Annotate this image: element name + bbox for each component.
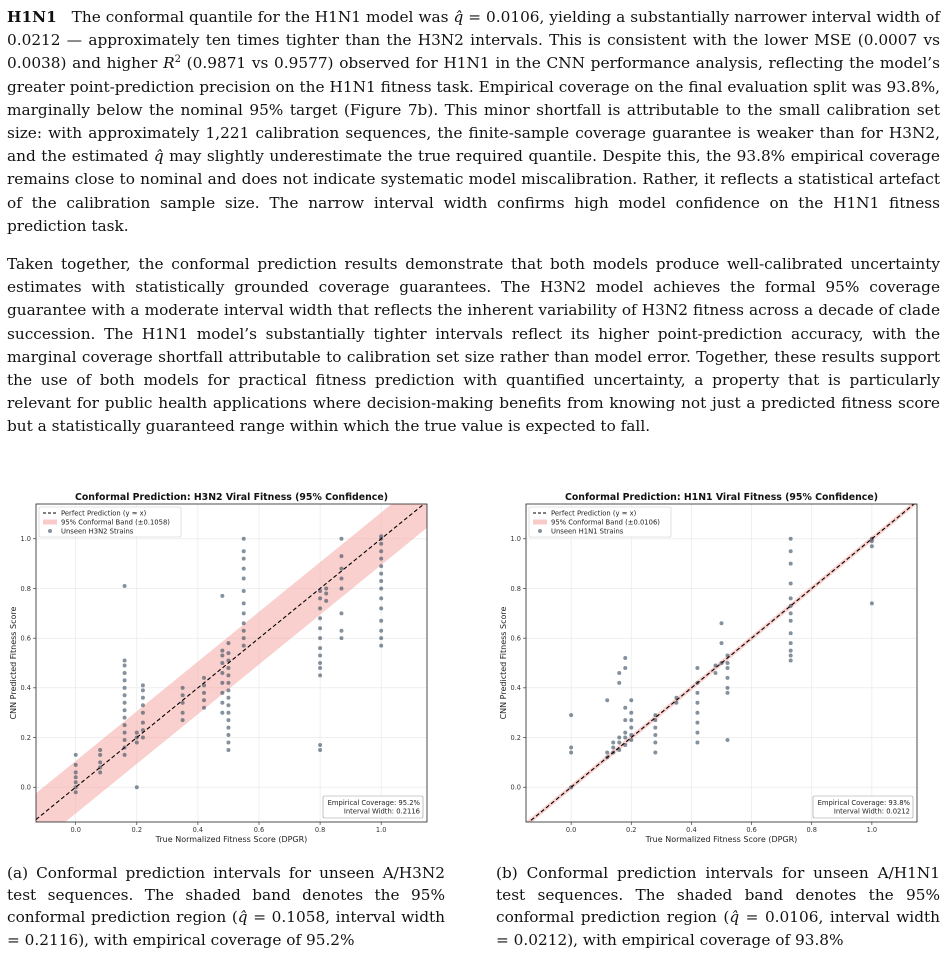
data-point <box>653 733 657 737</box>
data-point <box>123 663 127 667</box>
y-tick-label: 0.0 <box>20 783 31 792</box>
data-point <box>789 562 793 566</box>
qhat-symbol: q̂ <box>729 908 740 927</box>
paragraph-h1n1 <box>7 6 940 238</box>
data-point <box>726 661 730 665</box>
data-point <box>141 683 145 687</box>
x-tick-label: 0.4 <box>192 826 204 834</box>
data-point <box>98 770 102 774</box>
data-point <box>318 748 322 752</box>
data-point <box>123 659 127 663</box>
data-point <box>141 703 145 707</box>
x-tick-label: 1.0 <box>866 826 878 834</box>
stats-box <box>323 796 423 818</box>
interval-width: Interval Width: 0.0212 <box>833 807 910 816</box>
data-point <box>226 666 230 670</box>
r-squared-exponent: 2 <box>174 54 181 66</box>
data-point <box>339 629 343 633</box>
data-point <box>226 688 230 692</box>
data-point <box>242 644 246 648</box>
data-point <box>789 619 793 623</box>
y-tick-label: 1.0 <box>510 535 521 544</box>
y-tick-label: 0.4 <box>20 684 31 693</box>
data-point <box>123 738 127 742</box>
qhat-symbol: q̂ <box>453 8 464 26</box>
data-point <box>318 743 322 747</box>
data-point <box>789 549 793 553</box>
data-point <box>695 666 699 670</box>
y-tick-label: 0.2 <box>20 733 31 742</box>
y-axis-label: CNN Predicted Fitness Score <box>499 606 508 720</box>
y-tick-label: 0.6 <box>510 634 521 643</box>
data-point <box>318 606 322 610</box>
data-point <box>569 750 573 754</box>
empirical-coverage: Empirical Coverage: 95.2% <box>327 799 420 807</box>
data-point <box>339 537 343 541</box>
data-point <box>123 701 127 705</box>
data-point <box>226 711 230 715</box>
paragraph-lead: H1N1 <box>7 8 57 26</box>
legend <box>529 507 671 537</box>
data-point <box>379 586 383 590</box>
data-point <box>202 676 206 680</box>
legend-label: Perfect Prediction (y = x) <box>551 509 637 518</box>
data-point <box>141 696 145 700</box>
data-point <box>220 654 224 658</box>
data-point <box>74 790 78 794</box>
data-point <box>74 770 78 774</box>
data-point <box>379 557 383 561</box>
data-point <box>74 775 78 779</box>
data-point <box>220 594 224 598</box>
legend-label: 95% Conformal Band (±0.0106) <box>551 518 660 527</box>
data-point <box>318 616 322 620</box>
data-point <box>226 718 230 722</box>
data-point <box>318 661 322 665</box>
data-point <box>242 577 246 581</box>
data-point <box>339 577 343 581</box>
data-point <box>202 706 206 710</box>
x-tick-label: 0.8 <box>314 826 326 834</box>
data-point <box>141 736 145 740</box>
data-point <box>870 544 874 548</box>
data-point <box>242 589 246 593</box>
caption-text: (b) Conformal prediction intervals for unseen A/H1N1 test sequences. The shaded band denotes the 95% conformal prediction region ( <box>496 864 940 927</box>
legend-band-swatch <box>533 520 547 525</box>
data-point <box>98 760 102 764</box>
data-point <box>226 726 230 730</box>
data-point <box>242 621 246 625</box>
data-point <box>220 691 224 695</box>
data-point <box>379 534 383 538</box>
y-tick-label: 0.8 <box>510 584 521 593</box>
legend-label: 95% Conformal Band (±0.1058) <box>61 518 170 527</box>
data-point <box>379 564 383 568</box>
x-tick-label: 0.8 <box>806 826 817 834</box>
data-point <box>726 666 730 670</box>
data-point <box>629 726 633 730</box>
x-tick-label: 1.0 <box>375 826 387 834</box>
data-point <box>789 596 793 600</box>
data-point <box>98 748 102 752</box>
y-tick-label: 0.0 <box>510 783 521 792</box>
data-point <box>623 731 627 735</box>
y-tick-label: 0.2 <box>510 733 521 742</box>
data-point <box>220 701 224 705</box>
data-point <box>339 586 343 590</box>
data-point <box>713 671 717 675</box>
qhat-symbol: q̂ <box>153 147 164 166</box>
data-point <box>726 738 730 742</box>
data-point <box>242 567 246 571</box>
data-point <box>226 741 230 745</box>
data-point <box>379 572 383 576</box>
data-point <box>324 586 328 590</box>
data-point <box>695 691 699 695</box>
figure-h1n1 <box>496 491 921 844</box>
data-point <box>789 582 793 586</box>
data-point <box>226 733 230 737</box>
data-point <box>653 726 657 730</box>
y-tick-label: 0.8 <box>20 584 31 593</box>
data-point <box>74 780 78 784</box>
caption-b <box>496 862 940 951</box>
data-point <box>202 691 206 695</box>
caption-text: = 0.0106, interval width = 0.0212), with empirical coverage of 93.8% <box>496 908 940 949</box>
x-tick-label: 0.2 <box>626 826 637 834</box>
data-point <box>318 666 322 670</box>
data-point <box>226 696 230 700</box>
data-point <box>720 641 724 645</box>
data-point <box>629 698 633 702</box>
data-point <box>789 611 793 615</box>
interval-width: Interval Width: 0.2116 <box>343 807 420 816</box>
data-point <box>605 698 609 702</box>
data-point <box>623 666 627 670</box>
data-point <box>629 738 633 742</box>
data-point <box>181 711 185 715</box>
data-point <box>789 659 793 663</box>
data-point <box>242 549 246 553</box>
data-point <box>123 678 127 682</box>
legend-point-swatch <box>538 529 542 533</box>
data-point <box>123 671 127 675</box>
data-point <box>220 649 224 653</box>
data-point <box>242 537 246 541</box>
data-point <box>123 723 127 727</box>
data-point <box>695 731 699 735</box>
data-point <box>202 698 206 702</box>
legend-label: Unseen H1N1 Strains <box>551 527 624 536</box>
data-point <box>242 611 246 615</box>
caption-a <box>7 862 445 951</box>
data-point <box>379 579 383 583</box>
data-point <box>324 591 328 595</box>
data-point <box>141 721 145 725</box>
data-point <box>611 741 615 745</box>
paragraph-text: (0.9871 vs 0.9577) observed for H1N1 in the CNN performance analysis, reflecting the model’s greater point-prediction precision on the H1N1 fitness task. Empirical coverage on the final evaluation split was 93.8%, marginally below the nominal 95% target (Figure 7b). This minor shortfall is attributable to the small calibration set size: with approximately 1,221 calibration sequences, the finite-sample coverage guarantee is weaker than for H3N2, and the estimated <box>7 54 940 166</box>
data-point <box>379 629 383 633</box>
data-point <box>605 750 609 754</box>
data-point <box>789 631 793 635</box>
data-point <box>629 711 633 715</box>
r-squared-symbol: R <box>163 54 175 73</box>
figure-h3n2 <box>6 491 431 844</box>
chart-title: Conformal Prediction: H1N1 Viral Fitness (95% Confidence) <box>564 492 879 503</box>
data-point <box>123 716 127 720</box>
data-point <box>318 673 322 677</box>
data-point <box>123 693 127 697</box>
x-tick-label: 0.6 <box>746 826 757 834</box>
caption-text: (a) Conformal prediction intervals for unseen A/H3N2 test sequences. The shaded band denotes the 95% conformal prediction region ( <box>7 864 445 927</box>
data-point <box>318 626 322 630</box>
data-point <box>181 701 185 705</box>
data-point <box>653 741 657 745</box>
data-point <box>695 721 699 725</box>
data-point <box>611 745 615 749</box>
data-point <box>242 629 246 633</box>
data-point <box>726 686 730 690</box>
data-point <box>617 741 621 745</box>
x-axis-label: True Normalized Fitness Score (DPGR) <box>645 835 798 844</box>
data-point <box>226 641 230 645</box>
data-point <box>318 646 322 650</box>
data-point <box>379 596 383 600</box>
data-point <box>181 718 185 722</box>
data-point <box>318 596 322 600</box>
x-tick-label: 0.0 <box>565 826 577 834</box>
data-point <box>123 753 127 757</box>
data-point <box>226 673 230 677</box>
data-point <box>789 641 793 645</box>
data-point <box>242 601 246 605</box>
data-point <box>617 681 621 685</box>
empirical-coverage: Empirical Coverage: 93.8% <box>817 799 910 807</box>
data-point <box>74 753 78 757</box>
data-point <box>379 542 383 546</box>
data-point <box>379 549 383 553</box>
data-point <box>379 606 383 610</box>
data-point <box>318 654 322 658</box>
data-point <box>695 741 699 745</box>
data-point <box>789 654 793 658</box>
data-point <box>98 753 102 757</box>
data-point <box>141 688 145 692</box>
x-tick-label: 0.0 <box>70 826 81 834</box>
paragraph-text: may slightly underestimate the true required quantile. Despite this, the 93.8% empirical coverage remains close to nominal and does not indicate systematic model miscalibration. Rather, it reflects a statistical artefact of the calibration sample size. The narrow interval width confirms high model confidence on the H1N1 fitness prediction task. <box>7 147 940 235</box>
data-point <box>695 701 699 705</box>
data-point <box>623 718 627 722</box>
data-point <box>220 671 224 675</box>
data-point <box>726 691 730 695</box>
data-point <box>220 681 224 685</box>
data-point <box>181 686 185 690</box>
data-point <box>629 718 633 722</box>
data-point <box>569 745 573 749</box>
data-point <box>135 741 139 745</box>
data-point <box>123 584 127 588</box>
data-point <box>220 661 224 665</box>
data-point <box>141 711 145 715</box>
data-point <box>226 703 230 707</box>
data-point <box>339 611 343 615</box>
data-point <box>623 706 627 710</box>
data-point <box>720 621 724 625</box>
data-point <box>653 750 657 754</box>
legend-point-swatch <box>48 529 52 533</box>
data-point <box>324 599 328 603</box>
data-point <box>135 785 139 789</box>
legend-label: Unseen H3N2 Strains <box>61 527 134 536</box>
data-point <box>379 636 383 640</box>
data-point <box>226 681 230 685</box>
data-point <box>617 736 621 740</box>
data-point <box>242 557 246 561</box>
chart-h3n2 <box>6 491 431 844</box>
data-point <box>617 671 621 675</box>
data-point <box>226 651 230 655</box>
data-point <box>123 686 127 690</box>
data-point <box>789 537 793 541</box>
data-point <box>181 693 185 697</box>
data-point <box>623 736 627 740</box>
data-point <box>674 701 678 705</box>
data-point <box>789 649 793 653</box>
stats-box <box>813 796 913 818</box>
paragraph-summary: Taken together, the conformal prediction results demonstrate that both models produce well-calibrated uncertainty estimates with statistically grounded coverage guarantees. The H3N2 model achieves the formal 95% coverage guarantee with a moderate interval width that reflects the inherent variability of H3N2 fitness across a decade of clade succession. The H1N1 model’s substantially tighter intervals reflect its higher point-prediction accuracy, with the marginal coverage shortfall attributable to calibration set size rather than model error. Together, these results support the use of both models for practical fitness prediction with quantified uncertainty, a property that is particularly relevant for public health applications where decision-making benefits from knowing not just a predicted fitness score but a statistically guaranteed range within which the true value is expected to fall. <box>7 255 940 436</box>
data-point <box>339 554 343 558</box>
data-point <box>135 731 139 735</box>
data-point <box>870 601 874 605</box>
data-point <box>339 636 343 640</box>
legend <box>39 507 181 537</box>
paragraph-text: The conformal quantile for the H1N1 model was <box>71 8 449 26</box>
data-point <box>623 656 627 660</box>
legend-band-swatch <box>43 520 57 525</box>
data-point <box>318 636 322 640</box>
data-point <box>123 731 127 735</box>
x-tick-label: 0.2 <box>131 826 143 834</box>
data-point <box>242 636 246 640</box>
qhat-symbol: q̂ <box>237 908 248 927</box>
y-tick-label: 1.0 <box>20 535 31 544</box>
data-point <box>379 619 383 623</box>
chart-h1n1 <box>496 491 921 844</box>
data-point <box>379 644 383 648</box>
x-tick-label: 0.4 <box>686 826 697 834</box>
y-tick-label: 0.4 <box>510 684 521 693</box>
x-tick-label: 0.6 <box>253 826 265 834</box>
legend-label: Perfect Prediction (y = x) <box>61 509 147 518</box>
chart-title: Conformal Prediction: H3N2 Viral Fitness (95% Confidence) <box>74 492 389 503</box>
data-point <box>220 711 224 715</box>
data-point <box>74 763 78 767</box>
data-point <box>123 708 127 712</box>
data-point <box>339 567 343 571</box>
y-tick-label: 0.6 <box>20 634 31 643</box>
data-point <box>726 676 730 680</box>
y-axis-label: CNN Predicted Fitness Score <box>9 606 18 720</box>
paragraph-text: = 0.0106, yielding a substantially narrower interval width of 0.0212 — approximately ten times tighter than the H3N2 intervals. This is consistent with the lower MSE (0.0007 vs 0.0038) and higher <box>7 8 941 73</box>
data-point <box>695 711 699 715</box>
x-axis-label: True Normalized Fitness Score (DPGR) <box>155 835 308 844</box>
caption-text: = 0.1058, interval width = 0.2116), with empirical coverage of 95.2% <box>7 908 445 949</box>
data-point <box>569 713 573 717</box>
data-point <box>226 748 230 752</box>
